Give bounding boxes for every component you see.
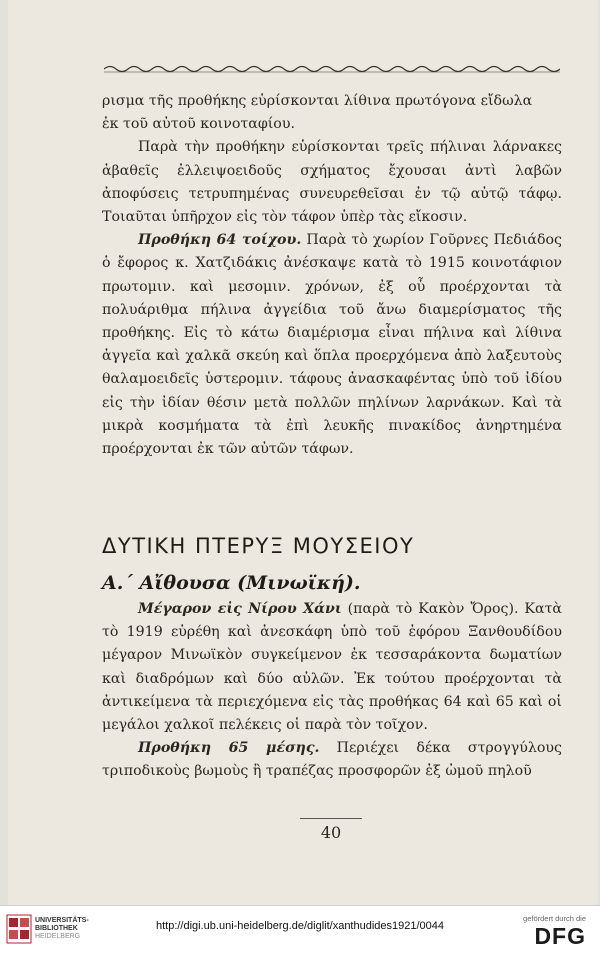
paragraph: Παρὰ τὴν προθήκην εὑρίσκονται τρεῖς πήλιναι λάρνακες ἀβαθεῖς ἐλλειψοειδοῦς σχήματος ἔχουσαι ἀντὶ λαβῶν ἀποφύσεις τετρυπημένας συνευρεθεῖσαι ἐν τῷ αὐτῷ τάφῳ. Τοιαῦται ὑπῆρχον εἰς τὸν τάφον ὑπὲρ τὰς εἴκοσιν. [102, 139, 562, 226]
source-url-link[interactable]: http://digi.ub.uni-heidelberg.de/diglit/xanthudides1921/0044 [155, 920, 445, 932]
subheading: Α.΄ Αἴθουσα (Μινωϊκή). [102, 572, 361, 594]
paragraph-title: Μέγαρον εἰς Νίρου Χάνι [138, 601, 342, 617]
library-name-line: BIBLIOTHEK [35, 925, 78, 932]
ornamental-border [104, 62, 560, 76]
paragraph-title: Προθήκη 65 μέσης. [138, 740, 320, 757]
footer-bar [0, 905, 600, 953]
paragraph-title: Προθήκη 64 τοίχου. [138, 232, 302, 249]
text-line: ἐκ τοῦ αὐτοῦ κοινοταφίου. [102, 116, 295, 133]
page-number: 40 [320, 823, 342, 842]
paragraph [102, 737, 562, 783]
section-heading: ΔΥΤΙΚΗ ΠΤΕΡΥΞ ΜΟΥΣΕΙΟΥ [102, 534, 415, 558]
paragraph-text: Περιέχει δέκα στρογγύλους τριποδικοὺς βωμοὺς ἢ τραπέζας προσφορῶν ἐξ ὠμοῦ πηλοῦ [102, 740, 562, 780]
paragraph [102, 229, 562, 461]
paragraph [102, 598, 562, 737]
text-line: ρισμα τῆς προθήκης εὑρίσκονται λίθινα πρωτόγονα εἴδωλα [102, 93, 533, 109]
divider [300, 818, 362, 819]
text-section-1 [102, 90, 562, 461]
library-name-line: HEIDELBERG [35, 933, 81, 940]
text-section-2 [102, 598, 562, 784]
paragraph-text: (παρὰ τὸ Κακὸν Ὄρος). Κατὰ τὸ 1919 εὑρέθη καὶ ἀνεσκάφη ὑπὸ τοῦ ἐφόρου Ξανθουδίδου μέγαρον Μινωϊκὸν συγκείμενον ἐκ τεσσαράκοντα δωματίων καὶ διαδρόμων καὶ δύο αὐλῶν. Ἐκ τούτου προέρχονται τὰ ἀντικείμενα τὰ περιεχόμενα εἰς τὰς προθήκας 64 καὶ 65 καὶ οἱ μεγάλοι χαλκοῖ πελέκεις οἱ παρὰ τὸν τοῖχον. [102, 601, 563, 734]
library-name-line: UNIVERSITÄTS- [35, 917, 89, 924]
funding-note: gefördert durch die [523, 914, 586, 923]
dfg-logo[interactable]: DFG [534, 923, 586, 949]
paragraph-text: Παρὰ τὸ χωρίον Γοῦρνες Πεδιάδος ὁ ἔφορος κ. Χατζιδάκις ἀνέσκαψε κατὰ τὸ 1915 κοινοτάφιον πρωτομιν. καὶ μεσομιν. χρόνων, ἐξ οὗ προέρχονται τὰ πολυάριθμα πήλινα ἀγγείδια τοῦ ἄνω διαμερίσματος τῆς προθήκης. Εἰς τὸ κάτω διαμέρισμα εἶναι πήλινα καὶ λίθινα ἀγγεῖα καὶ χαλκᾶ σκεύη καὶ ὅπλα προερχόμενα ἀπὸ λαξευτοὺς θαλαμοειδεῖς ὑστερομιν. τάφους ἀνασκαφέντας ὑπὸ τοῦ ἰδίου εἰς τὴν ἰδίαν θέσιν μετὰ πολλῶν πηλίνων λαρνάκων. Καὶ τὰ μικρὰ κοσμήματα τὰ ἐπὶ λευκῆς πινακίδος ἀνηρτημένα προέρχονται ἐκ τῶν αὐτῶν τάφων. [102, 232, 563, 458]
